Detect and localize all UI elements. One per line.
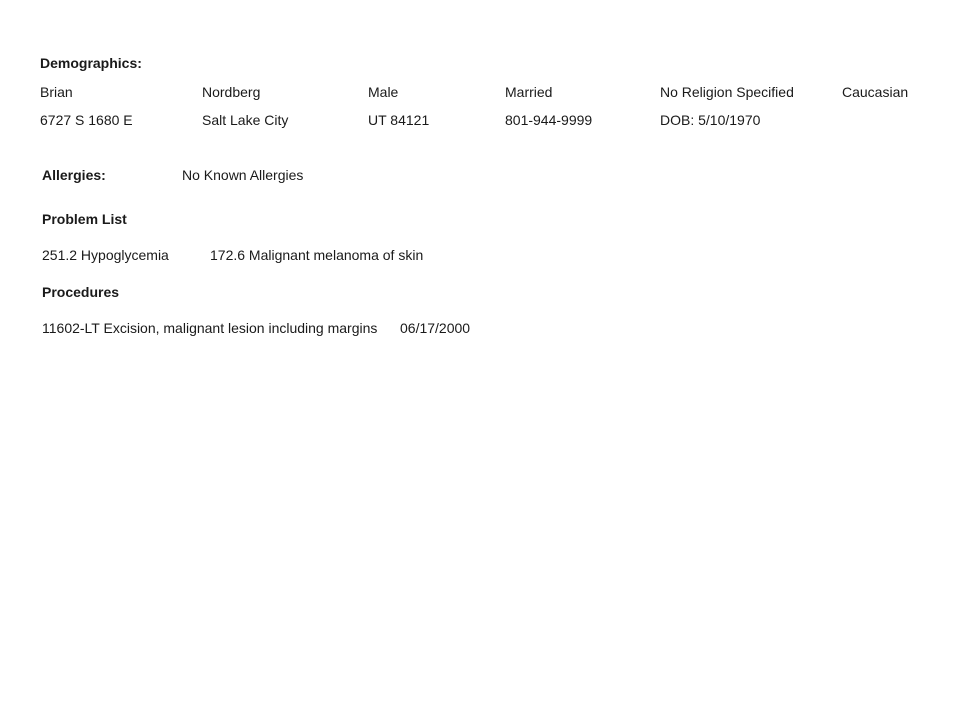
marital-status: Married	[505, 84, 553, 100]
state-zip: UT 84121	[368, 112, 430, 128]
religion: No Religion Specified	[660, 84, 794, 100]
date-of-birth: DOB: 5/10/1970	[660, 112, 761, 128]
problem-list-heading: Problem List	[42, 211, 127, 227]
first-name: Brian	[40, 84, 73, 100]
problem-list-item: 172.6 Malignant melanoma of skin	[210, 247, 424, 263]
phone-number: 801-944-9999	[505, 112, 593, 128]
gender: Male	[368, 84, 399, 100]
procedures-heading: Procedures	[42, 284, 120, 300]
city: Salt Lake City	[202, 112, 289, 128]
last-name: Nordberg	[202, 84, 261, 100]
procedure-date: 06/17/2000	[400, 320, 471, 336]
demographics-heading: Demographics:	[40, 55, 142, 71]
problem-list-item: 251.2 Hypoglycemia	[42, 247, 169, 263]
procedure-description: 11602-LT Excision, malignant lesion including margins	[42, 320, 378, 336]
ethnicity: Caucasian	[842, 84, 909, 100]
street-address: 6727 S 1680 E	[40, 112, 133, 128]
allergies-heading: Allergies:	[42, 167, 106, 183]
allergies-value: No Known Allergies	[182, 167, 304, 183]
